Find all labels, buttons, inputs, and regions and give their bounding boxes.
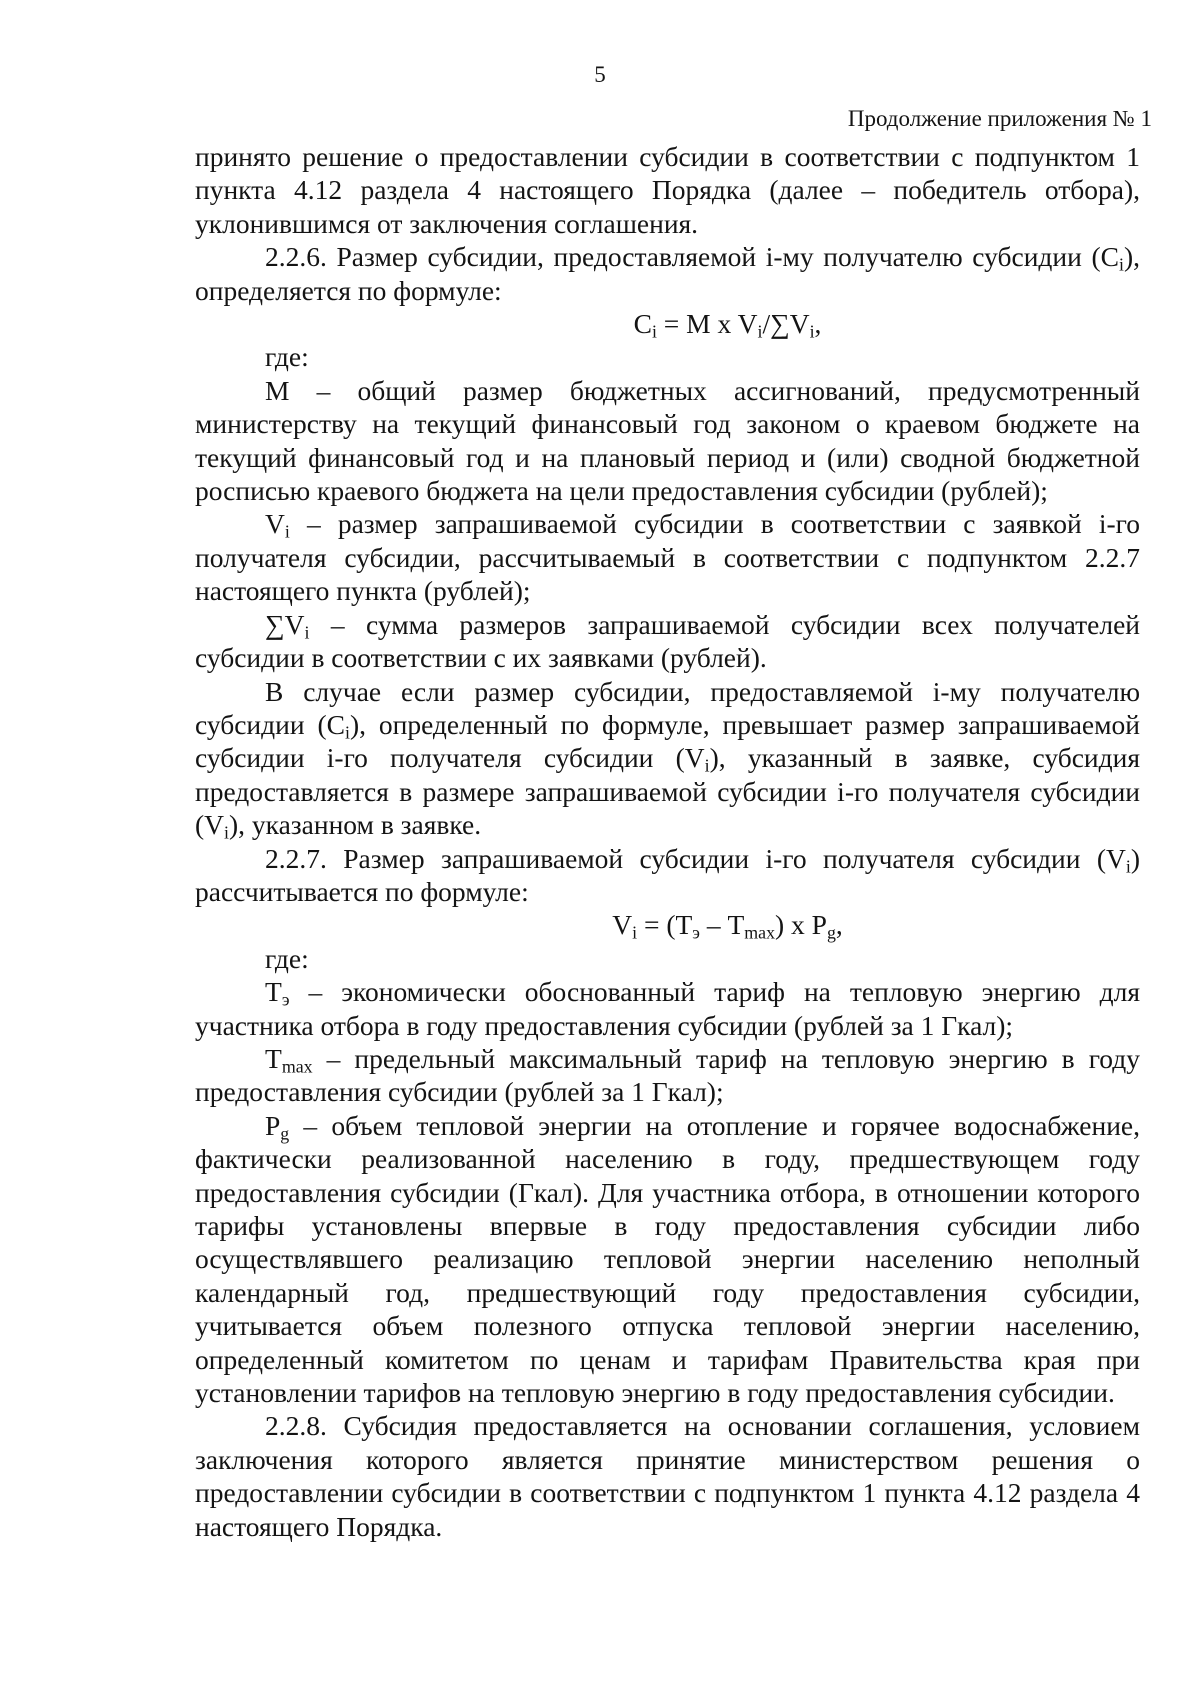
- formula-ci: $C_i = M$ x $V_i/\sum V_i$,: [633, 308, 822, 342]
- definition-tmax: $T_{max}$ – предельный максимальный тариф на тепловую энергию в году предоставления субсидии (рублей за 1 Гкал);: [195, 1042, 1140, 1108]
- definition-pg: $P_g$ – объем тепловой энергии на отопление и горячее водоснабжение, фактически реализованной населению в году, предшествующем году предоставления субсидии (Гкал). Для участника отбора, в отношении которого тарифы установлены впервые в году предоставления субсидии либо осуществлявшего реализацию тепловой энергии населению неполный календарный год, предшествующий году предоставления субсидии, учитывается объем полезного отпуска тепловой энергии населению, определенный комитетом по ценам и тарифам Правительства края при установлении тарифов на тепловую энергию в году предоставления субсидии.: [195, 1109, 1140, 1409]
- definition-sum-vi: $\sum V_i$ – сумма размеров запрашиваемой субсидии всех получателей субсидии в соответствии с их заявками (рублей).: [195, 608, 1140, 674]
- formula-vi: $V_i = (T_э - T_{max})$ x $P_g$,: [612, 909, 843, 943]
- paragraph-2-2-8: 2.2.8. Субсидия предоставляется на основании соглашения, условием заключения которого является принятие министерством решения о предоставлении субсидии в соответствии с подпунктом 1 пункта 4.12 раздела 4 настоящего Порядка.: [195, 1410, 1140, 1542]
- definition-te: $T_э$ – экономически обоснованный тариф на тепловую энергию для участника отбора в году предоставления субсидии (рублей за 1 Гкал);: [195, 976, 1140, 1041]
- where-label: где:: [265, 341, 309, 373]
- page-number: 5: [594, 62, 606, 87]
- paragraph-case: В случае если размер субсидии, предоставляемой i-му получателю субсидии $(C_i)$, определенный по формуле, превышает размер запрашиваемой субсидии i-го получателя субсидии $(V_i)$, указанный в заявке, субсидия предоставляется в размере запрашиваемой субсидии i-го получателя субсидии $(V_i)$, указанном в заявке.: [195, 675, 1140, 843]
- where-label: где:: [265, 942, 309, 974]
- document-body: [195, 140, 1140, 1543]
- paragraph-continued: принято решение о предоставлении субсидии в соответствии с подпунктом 1 пункта 4.12 раздела 4 настоящего Порядка (далее – победитель отбора), уклонившимся от заключения соглашения.: [195, 141, 1140, 239]
- paragraph-2-2-7: 2.2.7. Размер запрашиваемой субсидии i-го получателя субсидии $(V_i)$ рассчитывается по формуле:: [195, 842, 1140, 907]
- definition-m: М – общий размер бюджетных ассигнований, предусмотренный министерству на текущий финансовый год законом о краевом бюджете на текущий финансовый год и на плановый период и (или) сводной бюджетной росписью краевого бюджета на цели предоставления субсидии (рублей);: [195, 374, 1140, 507]
- appendix-continuation-note: Продолжение приложения № 1: [847, 106, 1152, 131]
- definition-vi: $V_i$ – размер запрашиваемой субсидии в соответствии с заявкой i-го получателя субсидии, рассчитываемый в соответствии с подпунктом 2.2.7 настоящего пункта (рублей);: [195, 508, 1140, 607]
- paragraph-2-2-6: 2.2.6. Размер субсидии, предоставляемой i-му получателю субсидии $(C_i)$, определяется по формуле:: [195, 241, 1140, 306]
